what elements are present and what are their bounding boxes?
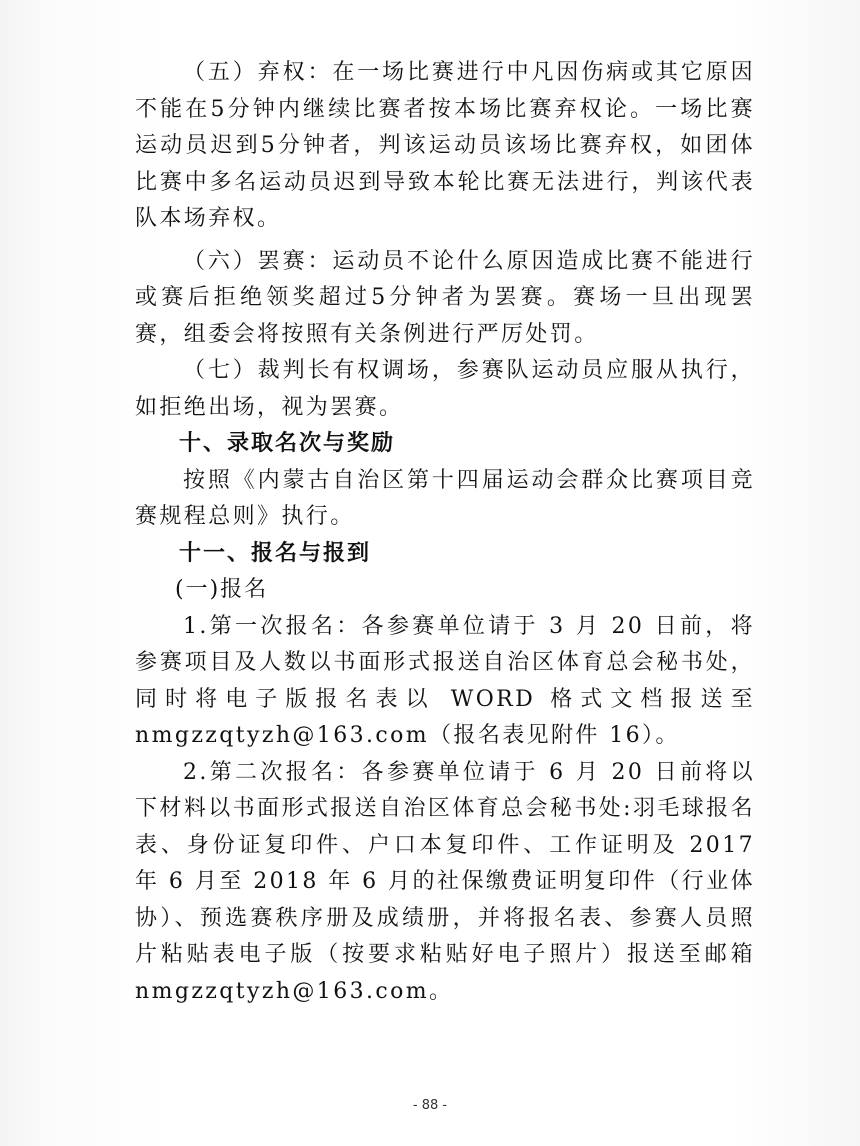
paragraph-referee-rights: （七）裁判长有权调场，参赛队运动员应服从执行，如拒绝出场，视为罢赛。 <box>135 358 755 420</box>
registration-item-2: 2.第二次报名：各参赛单位请于 6 月 20 日前将以下材料以书面形式报送自治区体育总会秘书处:羽毛球报名表、身份证复印件、户口本复印件、工作证明及 2017 年 6 月至 2018 年 6 月的社保缴费证明复印件（行业体协）、预选赛秩序册及成绩册，并将报名表、参赛人员照片粘贴表电子版（按要求粘贴好电子照片）报送至邮箱 nmgzzqtyzh@163.com。 <box>135 759 755 1004</box>
section-11-subheading: (一)报名 <box>175 577 269 602</box>
section-11-heading: 十一、报名与报到 <box>179 540 372 566</box>
paragraph-strike: （六）罢赛：运动员不论什么原因造成比赛不能进行或赛后拒绝领奖超过5分钟者为罢赛。赛场一旦出现罢赛，组委会将按照有关条例进行严厉处罚。 <box>135 248 755 347</box>
page-number: - 88 - <box>412 1098 448 1113</box>
paragraph-forfeit: （五）弃权：在一场比赛进行中凡因伤病或其它原因不能在5分钟内继续比赛者按本场比赛弃权论。一场比赛运动员迟到5分钟者，判该运动员该场比赛弃权，如团体比赛中多名运动员迟到导致本轮比赛无法进行，判该代表队本场弃权。 <box>135 60 755 231</box>
document-body <box>135 55 755 1010</box>
section-10-body: 按照《内蒙古自治区第十四届运动会群众比赛项目竞赛规程总则》执行。 <box>135 467 755 529</box>
registration-item-1: 1.第一次报名：各参赛单位请于 3 月 20 日前，将参赛项目及人数以书面形式报送自治区体育总会秘书处，同时将电子版报名表以 WORD 格式文档报送至 nmgzzqtyzh@163.com（报名表见附件 16）。 <box>135 613 755 748</box>
section-10-heading: 十、录取名次与奖励 <box>179 431 396 456</box>
